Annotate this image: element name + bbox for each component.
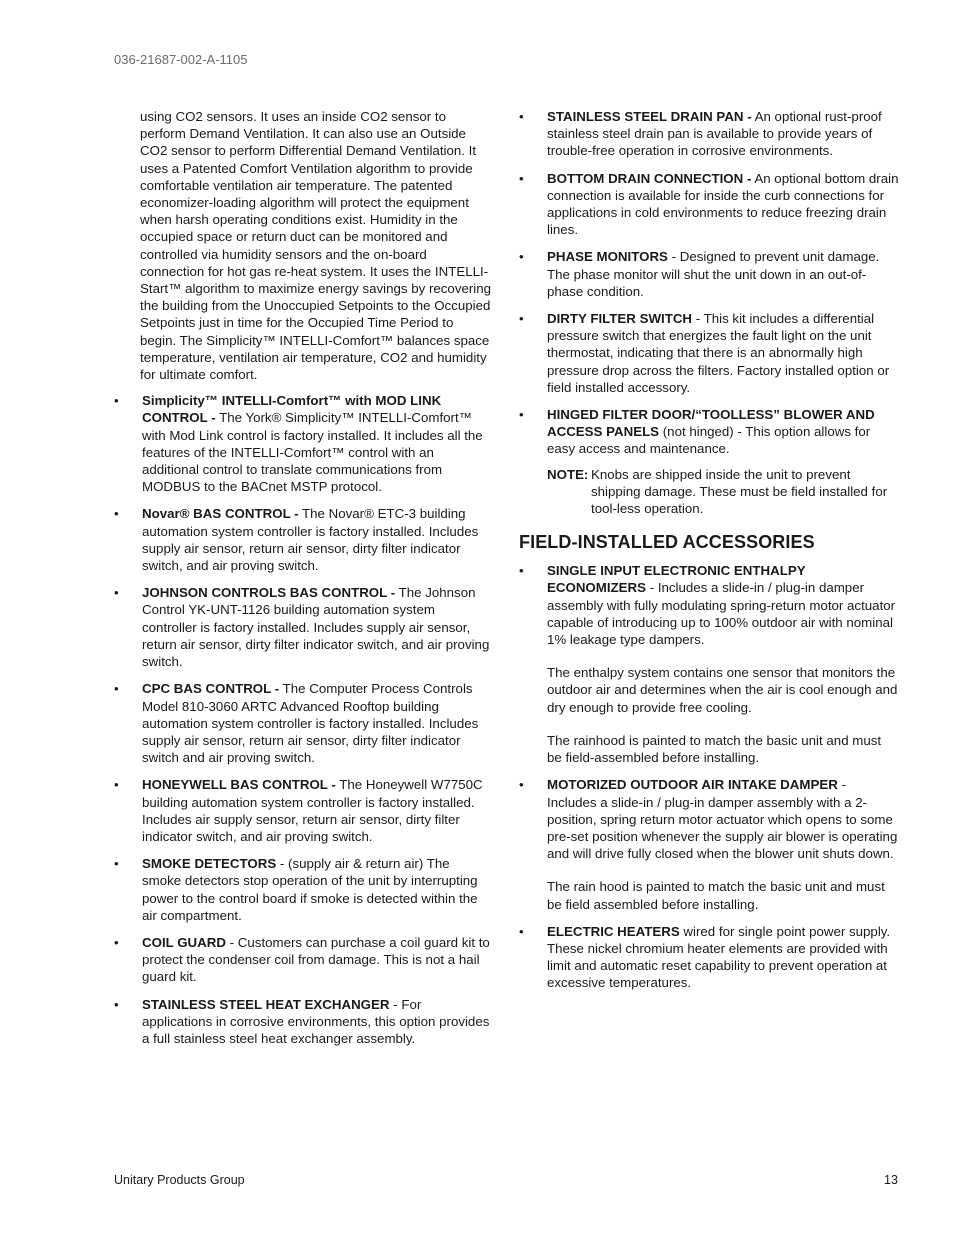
bullet: •: [114, 777, 119, 793]
item-paragraph: The rainhood is painted to match the basic unit and must be field-assembled before installing.: [547, 732, 882, 766]
item-text: - Customers can purchase a coil guard kit to protect the condenser coil from damage. This is not a hail guard kit.: [142, 934, 490, 985]
item-title: COIL GUARD: [142, 934, 226, 950]
item-paragraph: The enthalpy system contains one sensor that monitors the outdoor air and determines when the air is cool enough and dry enough to provide free cooling.: [547, 665, 898, 715]
item-text: - This kit includes a differential pressure switch that energizes the fault light on the unit thermostat, indicating that there is an abnormally high pressure drop across the filters. Factory installed option or field installed accessory.: [547, 311, 890, 395]
list-item: [519, 248, 899, 300]
item-title: Simplicity™ INTELLI-Comfort™ with MOD LINK CONTROL -: [142, 393, 442, 426]
bullet: •: [114, 934, 119, 950]
note-text: Knobs are shipped inside the unit to prevent shipping damage. These must be field installed for tool-less operation.: [591, 466, 888, 517]
bullet: •: [114, 856, 119, 872]
list-item: [114, 934, 492, 986]
item-text: - Includes a slide-in / plug-in damper assembly with fully modulating spring-return motor actuator capable of introducing up to 100% outdoor air with nominal 1% leakage type dampers.: [547, 580, 896, 648]
item-title: DIRTY FILTER SWITCH: [547, 311, 693, 327]
note-label: NOTE:: [547, 466, 589, 482]
item-title: STAINLESS STEEL HEAT EXCHANGER: [142, 996, 390, 1012]
item-title: JOHNSON CONTROLS BAS CONTROL -: [142, 585, 396, 601]
item-text: An optional bottom drain connection is available for inside the curb connections for applications in cold environments to reduce freezing drain lines.: [547, 170, 899, 238]
list-item: [519, 562, 899, 766]
item-title: ELECTRIC HEATERS: [547, 923, 680, 939]
item-title: CPC BAS CONTROL -: [142, 681, 280, 697]
bullet: •: [519, 923, 524, 939]
item-text: - Includes a slide-in / plug-in damper assembly with a 2-position, spring return motor actuator which opens to some pre-set position whenever the supply air blower is operating and will drive fully closed when the blower unit shuts down.: [547, 777, 898, 862]
bullet: •: [519, 170, 524, 186]
item-text: The Computer Process Controls Model 810-3060 ARTC Advanced Rooftop building automation system controller is factory installed. Includes supply air sensor, return air sensor, dirty filter indicator switch and air proving switch.: [142, 681, 479, 766]
item-title: PHASE MONITORS: [547, 249, 668, 265]
item-title: BOTTOM DRAIN CONNECTION -: [547, 170, 752, 186]
bullet: •: [519, 407, 524, 423]
list-item: [519, 310, 899, 396]
list-item: [519, 923, 899, 992]
item-title: STAINLESS STEEL DRAIN PAN -: [547, 109, 752, 124]
page-number: 13: [884, 1173, 898, 1187]
bullet: •: [114, 506, 119, 522]
list-item: [114, 680, 492, 766]
list-item: [519, 776, 899, 912]
item-title: HONEYWELL BAS CONTROL -: [142, 777, 336, 793]
item-text: (not hinged) - This option allows for easy access and maintenance.: [547, 424, 871, 457]
item-text: - For applications in corrosive environments, this option provides a full stainless steel heat exchanger assembly.: [142, 996, 490, 1046]
list-item: [114, 392, 492, 495]
item-text: The Johnson Control YK-UNT-1126 building automation system controller is factory installed. Includes supply air sensor, return air sensor, dirty filter indicator switch, and air proving switch.: [142, 585, 490, 670]
bullet: •: [519, 777, 524, 793]
item-title: Novar® BAS CONTROL -: [142, 506, 299, 522]
list-item: [114, 855, 492, 924]
list-item: [519, 170, 899, 239]
bullet: •: [519, 311, 524, 327]
list-item: [114, 505, 492, 574]
list-item: [519, 108, 899, 160]
note: [547, 466, 899, 518]
item-text: wired for single point power supply. These nickel chromium heater elements are provided with limit and automatic reset capability to prevent operation at excessive temperatures.: [547, 923, 891, 991]
intro-paragraph: using CO2 sensors. It uses an inside CO2 sensor to perform Demand Ventilation. It can also use an Outside CO2 sensor to perform Differential Demand Ventilation. It uses a Patented Comfort Ventilation algorithm to provide comfortable ventilation air temperature. The patented economizer-loading algorithm will protect the equipment when harsh operating conditions exist. Humidity in the occupied space or return duct can be monitored and controlled via humidity sensors and the on-board connection for hot gas re-heat system. It uses the INTELLI-Start™ algorithm to maximize energy savings by recovering the building from the Unoccupied Setpoints to the Occupied Setpoints just in time for the Occupied Time Period to begin. The Simplicity™ INTELLI-Comfort™ balances space temperature, ventilation air temperature, CO2 and humidity for ultimate comfort.: [140, 109, 492, 383]
item-text: The Novar® ETC-3 building automation system controller is factory installed. Includes supply air sensor, return air sensor, dirty filter indicator switch, and air proving switch.: [142, 506, 479, 574]
list-item: [114, 776, 492, 845]
item-text: The Honeywell W7750C building automation system controller is factory installed. Includes air supply sensor, return air sensor, dirty filter indicator switch, and air proving switch.: [142, 777, 483, 844]
document-number: 036-21687-002-A-1105: [114, 52, 248, 67]
item-title: MOTORIZED OUTDOOR AIR INTAKE DAMPER: [547, 777, 838, 793]
bullet: •: [519, 249, 524, 265]
bullet: •: [114, 393, 119, 409]
bullet: •: [114, 585, 119, 601]
item-paragraph: The rain hood is painted to match the basic unit and must be field assembled before installing.: [547, 879, 885, 912]
item-title: HINGED FILTER DOOR/“TOOLLESS” BLOWER AND ACCESS PANELS: [547, 407, 875, 440]
section-heading: FIELD-INSTALLED ACCESSORIES: [519, 532, 815, 553]
bullet: •: [114, 681, 119, 697]
list-item: [114, 996, 492, 1048]
item-text: An optional rust-proof stainless steel drain pan is available to provide years of trouble-free operation in corrosive environments.: [547, 109, 882, 159]
item-title: SMOKE DETECTORS: [142, 856, 277, 872]
item-title: SINGLE INPUT ELECTRONIC ENTHALPY ECONOMIZERS: [547, 563, 806, 596]
item-text: - (supply air & return air) The smoke detectors stop operation of the unit by interrupting power to the control board if smoke is detected within the air compartment.: [142, 856, 478, 923]
item-text: The York® Simplicity™ INTELLI-Comfort™ with Mod Link control is factory installed. It includes all the features of the INTELLI-Comfort™ control with an additional control to translate communications from MODBUS to the BACnet MSTP protocol.: [142, 410, 483, 495]
list-item: [114, 584, 492, 670]
footer-company: Unitary Products Group: [114, 1173, 245, 1187]
bullet: •: [519, 563, 524, 579]
bullet: •: [114, 996, 119, 1012]
right-column: [519, 108, 899, 1002]
bullet: •: [519, 109, 524, 124]
left-column: [114, 108, 492, 1057]
list-item: [519, 406, 899, 458]
item-text: - Designed to prevent unit damage. The phase monitor will shut the unit down in an out-of-phase condition.: [547, 249, 880, 299]
